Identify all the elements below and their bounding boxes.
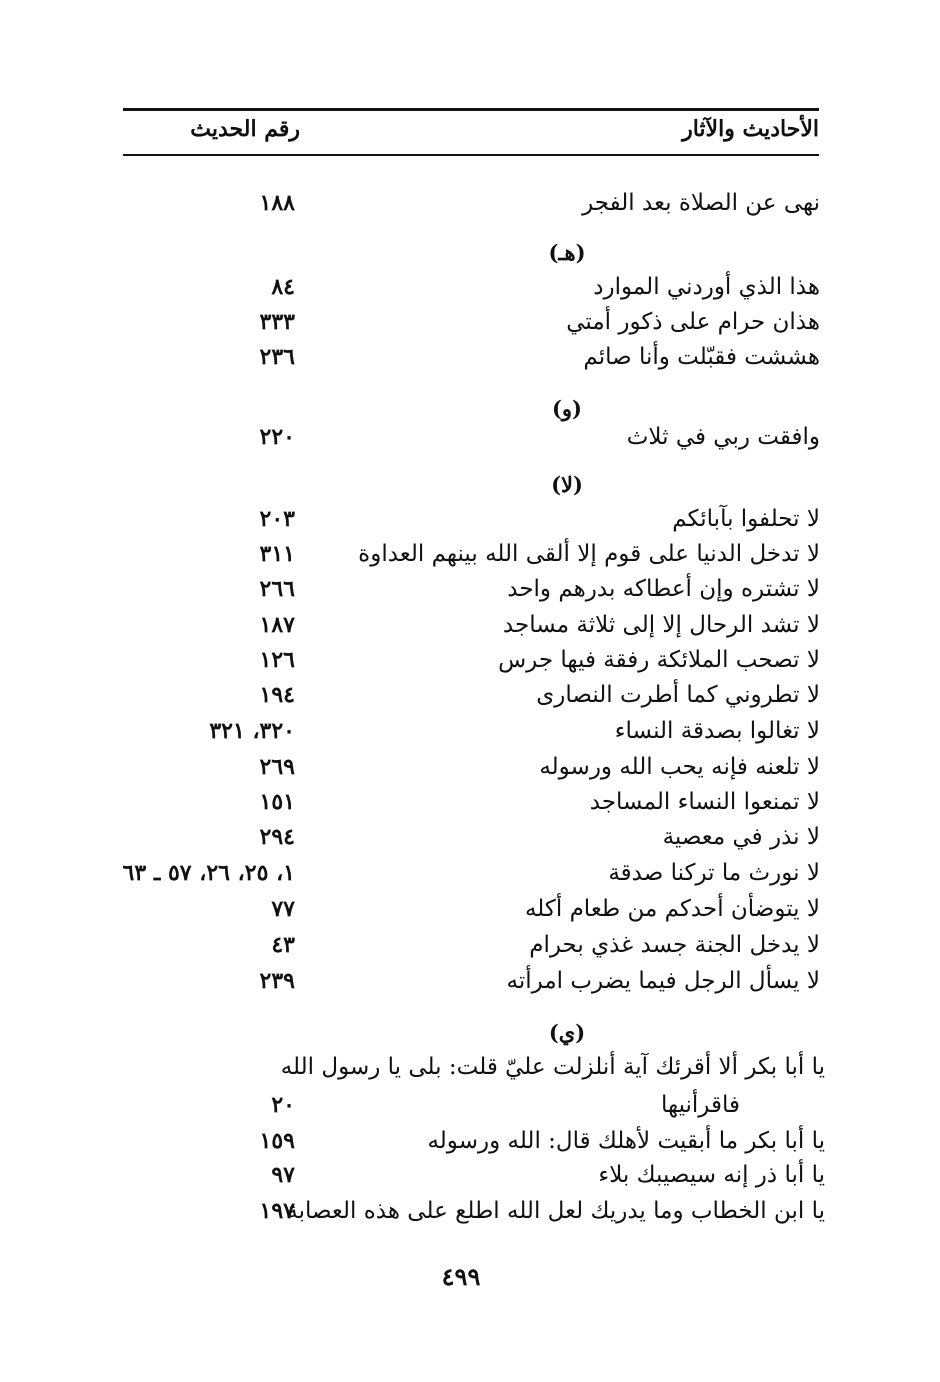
- hadith-number: ٢٣٦: [259, 344, 295, 370]
- hadith-text: لا تحلفوا بآبائكم: [672, 506, 820, 532]
- hadith-text: لا تمنعوا النساء المساجد: [589, 789, 820, 815]
- page-number: ٤٩٩: [441, 1262, 481, 1291]
- section-letter-la: (لا): [551, 472, 583, 497]
- index-entry: [0, 964, 940, 998]
- hadith-text: وافقت ربي في ثلاث: [626, 424, 820, 450]
- index-entry: [0, 750, 940, 784]
- hadith-number: ٣٢٠، ٣٢١: [209, 718, 295, 744]
- index-entry: [0, 785, 940, 819]
- index-entry: [0, 305, 940, 339]
- index-entry: [0, 678, 940, 712]
- index-entry: [0, 1088, 940, 1122]
- hadith-number: ٢٠٣: [259, 506, 295, 532]
- hadith-text: لا تصحب الملائكة رفقة فيها جرس: [498, 647, 820, 673]
- header-top-rule: [123, 108, 819, 111]
- hadith-number: ٢٦٩: [259, 754, 295, 780]
- hadith-number: ٩٧: [271, 1162, 295, 1188]
- hadith-number: ٧٧: [271, 896, 295, 922]
- hadith-number: ٢٩٤: [259, 824, 295, 850]
- index-entry: [0, 643, 940, 677]
- section-letter-waw: (و): [551, 396, 582, 421]
- hadith-number: ٤٣: [271, 932, 295, 958]
- index-entry: [0, 608, 940, 642]
- hadith-text: نهى عن الصلاة بعد الفجر: [582, 190, 820, 216]
- hadith-number: ١٨٨: [259, 190, 295, 216]
- index-entry: [0, 420, 940, 454]
- hadith-text: لا يدخل الجنة جسد غذي بحرام: [529, 932, 820, 958]
- section-letter-ya: (ي): [548, 1020, 586, 1045]
- index-entry: [0, 340, 940, 374]
- index-entry: [0, 1124, 940, 1158]
- hadith-number: ٢٣٩: [259, 968, 295, 994]
- hadith-text-line1: يا أبا بكر ألا أقرئك آية أنلزلت عليّ قلت: بلى يا رسول الله: [280, 1054, 825, 1080]
- index-entry: [0, 714, 940, 748]
- hadith-number: ١٥١: [259, 789, 295, 815]
- index-entry: [0, 186, 940, 220]
- index-entry: [0, 856, 940, 890]
- hadith-number: ٨٤: [271, 274, 295, 300]
- index-entry: [0, 928, 940, 962]
- hadith-text: لا تشد الرحال إلا إلى ثلاثة مساجد: [502, 612, 820, 638]
- hadith-number: ١٩٧: [259, 1198, 295, 1224]
- hadith-text: يا أبا بكر ما أبقيت لأهلك قال: الله ورسوله: [427, 1128, 825, 1154]
- hadith-number: ١٢٦: [259, 647, 295, 673]
- hadith-text: يا ابن الخطاب وما يدريك لعل الله اطلع على هذه العصابة: [286, 1198, 825, 1224]
- hadith-number: ٢٠: [271, 1092, 295, 1118]
- hadith-text: هششت فقبّلت وأنا صائم: [583, 344, 820, 370]
- hadith-text: لا نورث ما تركنا صدقة: [608, 860, 820, 886]
- section-letter-ha: (هـ): [548, 240, 586, 265]
- column-header-hadith: الأحاديث والآثار: [682, 116, 819, 142]
- hadith-text: لا يتوضأن أحدكم من طعام أكله: [524, 896, 820, 922]
- index-entry: [0, 1194, 940, 1228]
- hadith-number: ٣٣٣: [259, 309, 295, 335]
- index-entry: [0, 820, 940, 854]
- index-entry: [0, 1158, 940, 1192]
- index-entry: [0, 270, 940, 304]
- hadith-text: لا نذر في معصية: [662, 824, 820, 850]
- index-entry: [0, 502, 940, 536]
- hadith-number: ٢٦٦: [259, 576, 295, 602]
- hadith-text: لا تلعنه فإنه يحب الله ورسوله: [539, 754, 820, 780]
- hadith-number: ١٨٧: [259, 612, 295, 638]
- hadith-number: ١، ٢٥، ٢٦، ٥٧ ـ ٦٣: [122, 860, 295, 886]
- hadith-text-line2: فاقرأنيها: [660, 1092, 740, 1118]
- hadith-text: لا تغالوا بصدقة النساء: [614, 718, 820, 744]
- index-entry: [0, 537, 940, 571]
- column-header-number: رقم الحديث: [190, 116, 300, 142]
- hadith-number: ١٥٩: [259, 1128, 295, 1154]
- hadith-text: لا تشتره وإن أعطاكه بدرهم واحد: [507, 576, 820, 602]
- header-bottom-rule: [123, 154, 819, 156]
- hadith-text: لا يسأل الرجل فيما يضرب امرأته: [506, 968, 820, 994]
- hadith-number: ١٩٤: [259, 682, 295, 708]
- hadith-text: هذا الذي أوردني الموارد: [593, 274, 820, 300]
- hadith-text: هذان حرام على ذكور أمتي: [566, 309, 820, 335]
- index-entry: [0, 572, 940, 606]
- hadith-text: لا تدخل الدنيا على قوم إلا ألقى الله بينهم العداوة: [358, 541, 820, 567]
- index-entry: [0, 892, 940, 926]
- hadith-number: ٣١١: [259, 541, 295, 567]
- hadith-text: يا أبا ذر إنه سيصيبك بلاء: [598, 1162, 825, 1188]
- hadith-number: ٢٢٠: [259, 424, 295, 450]
- hadith-text: لا تطروني كما أطرت النصارى: [536, 682, 820, 708]
